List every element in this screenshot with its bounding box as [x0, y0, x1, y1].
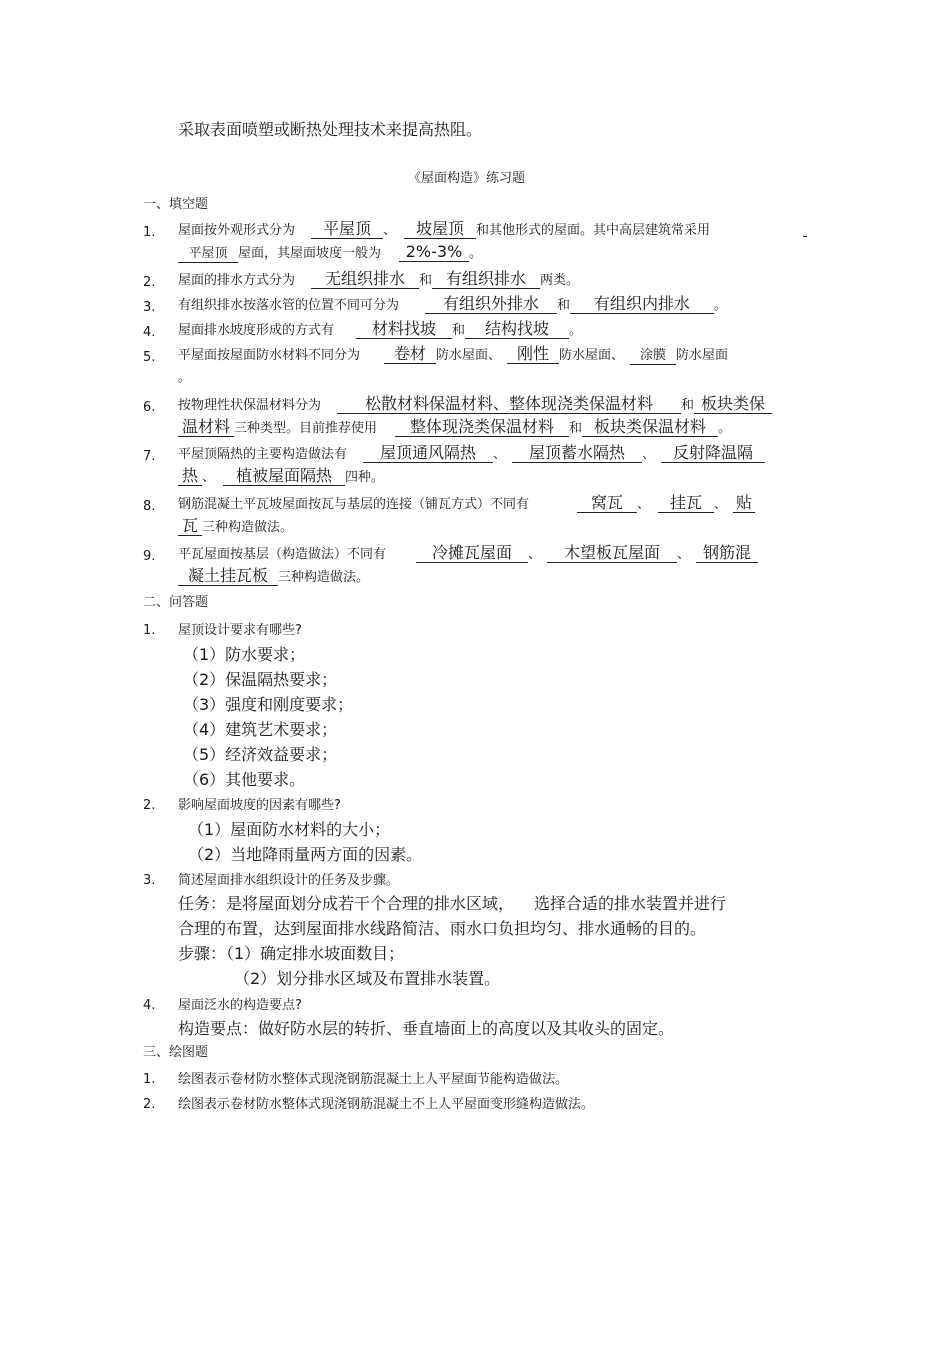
fill-item-8: 钢筋混凝土平瓦坡屋面按瓦与基层的连接（铺瓦方式）不同有 窝瓦 、 挂瓦 、 贴	[178, 494, 755, 513]
drawing-task-1: 绘图表示卷材防水整体式现浇钢筋混凝土上人平屋面节能构造做法。	[178, 1072, 569, 1087]
blank-answer: 瓦	[178, 517, 202, 536]
blank-answer: 板块类保温材料	[582, 418, 718, 437]
blank-answer: 贴	[733, 494, 755, 513]
intro-text: 采取表面喷塑或断热处理技术来提高热阻。	[178, 120, 483, 139]
item-number: 8.	[143, 499, 156, 514]
question-4: 屋面泛水的构造要点?	[178, 998, 302, 1013]
blank-answer: 结构找坡	[465, 320, 569, 339]
fill-item-7: 平屋顶隔热的主要构造做法有 屋顶通风隔热 、 屋顶蓄水隔热 、 反射降温隔	[178, 444, 765, 463]
fill-item-5: 平屋面按屋面防水材料不同分为 卷材 防水屋面、 刚性 防水屋面、 涂膜 防水屋面	[178, 344, 729, 363]
page-title: 《屋面构造》练习题	[408, 171, 526, 186]
answer-line: （5）经济效益要求；	[183, 745, 338, 764]
answer-line: （2）保温隔热要求；	[183, 670, 338, 689]
blank-answer: 平屋顶	[178, 247, 238, 263]
blank-answer: 屋顶通风隔热	[363, 444, 493, 463]
item-number: 2.	[143, 1097, 156, 1112]
item-number: 1.	[143, 225, 156, 240]
question-2: 影响屋面坡度的因素有哪些?	[178, 798, 341, 813]
blank-answer: 涂膜	[630, 349, 676, 365]
blank-answer: 整体现浇类保温材料	[395, 418, 569, 437]
item-number: 4.	[143, 325, 156, 340]
answer-line: 任务：是将屋面划分成若干个合理的排水区域， 选择合适的排水装置并进行	[178, 894, 727, 913]
item-number: 9.	[143, 549, 156, 564]
blank-answer: 窝瓦	[577, 494, 637, 513]
answer-line: 合理的布置，达到屋面排水线路简洁、雨水口负担均匀、排水通畅的目的。	[178, 919, 707, 938]
blank-answer: 平屋顶	[311, 220, 383, 239]
item-number: 3.	[143, 300, 156, 315]
item-number: 1.	[143, 1072, 156, 1087]
fill-item-3: 有组织排水按落水管的位置不同可分为 有组织外排水 和 有组织内排水 。	[178, 294, 728, 313]
blank-answer: 木望板瓦屋面	[547, 544, 677, 563]
fill-item-1-cont: 平屋顶 屋面，其屋面坡度一般为 2%-3% 。	[178, 243, 482, 263]
fill-item-9-cont: 凝土挂瓦板 三种构造做法。	[178, 567, 369, 586]
question-1: 屋顶设计要求有哪些?	[178, 623, 302, 638]
blank-answer: 反射降温隔	[661, 444, 765, 463]
answer-line: （3）强度和刚度要求；	[183, 695, 354, 714]
fill-item-2: 屋面的排水方式分为 无组织排水 和 有组织排水 两类。	[178, 269, 580, 288]
blank-line-stub	[803, 222, 807, 237]
blank-answer: 刚性	[507, 345, 559, 364]
fill-item-6: 按物理性状保温材料分为 松散材料保温材料、整体现浇类保温材料 和 板块类保	[178, 395, 772, 414]
blank-answer: 钢筋混	[696, 544, 758, 563]
section-heading-qa: 二、问答题	[143, 595, 209, 610]
question-3: 简述屋面排水组织设计的任务及步骤。	[178, 873, 400, 888]
fill-item-9: 平瓦屋面按基层（构造做法）不同有 冷摊瓦屋面 、 木望板瓦屋面 、 钢筋混	[178, 544, 758, 563]
blank-answer: 植被屋面隔热	[223, 467, 345, 486]
blank-answer: 坡屋顶	[404, 220, 476, 239]
blank-answer: 凝土挂瓦板	[178, 567, 278, 586]
answer-line: （2）当地降雨量两方面的因素。	[188, 845, 423, 864]
item-number: 2.	[143, 275, 156, 290]
blank-answer: 松散材料保温材料、整体现浇类保温材料	[337, 395, 681, 414]
answer-line: （1）防水要求；	[183, 645, 306, 664]
section-heading-fill: 一、填空题	[143, 197, 209, 212]
answer-line: （1）屋面防水材料的大小；	[188, 820, 391, 839]
fill-item-6-cont: 温材料 三种类型。目前推荐使用 整体现浇类保温材料 和 板块类保温材料 。	[178, 418, 731, 437]
blank-answer: 无组织排水	[311, 270, 419, 289]
blank-answer: 有组织外排水	[425, 295, 557, 314]
fill-item-1: 屋面按外观形式分为 平屋顶 、 坡屋顶 和其他形式的屋面。其中高层建筑常采用	[178, 219, 711, 238]
fill-item-8-cont: 瓦 三种构造做法。	[178, 517, 293, 536]
blank-answer: 材料找坡	[356, 320, 452, 339]
fill-item-7-cont: 热 、 植被屋面隔热 四种。	[178, 467, 384, 486]
fill-item-4: 屋面排水坡度形成的方式有 材料找坡 和 结构找坡 。	[178, 319, 583, 338]
section-heading-drawing: 三、绘图题	[143, 1045, 209, 1060]
item-number: 4.	[143, 998, 156, 1013]
blank-answer: 挂瓦	[658, 494, 714, 513]
item-number: 3.	[143, 873, 156, 888]
blank-answer: 有组织内排水	[570, 295, 714, 314]
fill-item-5-cont: 。	[178, 370, 192, 385]
item-number: 1.	[143, 623, 156, 638]
blank-answer: 冷摊瓦屋面	[416, 544, 528, 563]
item-number: 7.	[143, 449, 156, 464]
blank-answer: 热	[178, 467, 202, 486]
answer-line: （2）划分排水区域及布置排水装置。	[234, 969, 501, 988]
drawing-task-2: 绘图表示卷材防水整体式现浇钢筋混凝土不上人平屋面变形缝构造做法。	[178, 1097, 595, 1112]
answer-line: 步骤：（1）确定排水坡面数目；	[178, 944, 405, 963]
answer-line: （6）其他要求。	[183, 770, 306, 789]
item-number: 2.	[143, 798, 156, 813]
blank-answer: 2%-3%	[399, 243, 469, 262]
item-number: 5.	[143, 350, 156, 365]
blank-answer: 温材料	[178, 418, 234, 437]
item-number: 6.	[143, 400, 156, 415]
answer-line: 构造要点：做好防水层的转折、垂直墙面上的高度以及其收头的固定。	[178, 1019, 675, 1038]
blank-answer: 有组织排水	[432, 270, 540, 289]
answer-line: （4）建筑艺术要求；	[183, 720, 338, 739]
blank-answer: 卷材	[384, 345, 436, 364]
blank-answer: 屋顶蓄水隔热	[512, 444, 642, 463]
blank-answer: 板块类保	[694, 395, 772, 414]
